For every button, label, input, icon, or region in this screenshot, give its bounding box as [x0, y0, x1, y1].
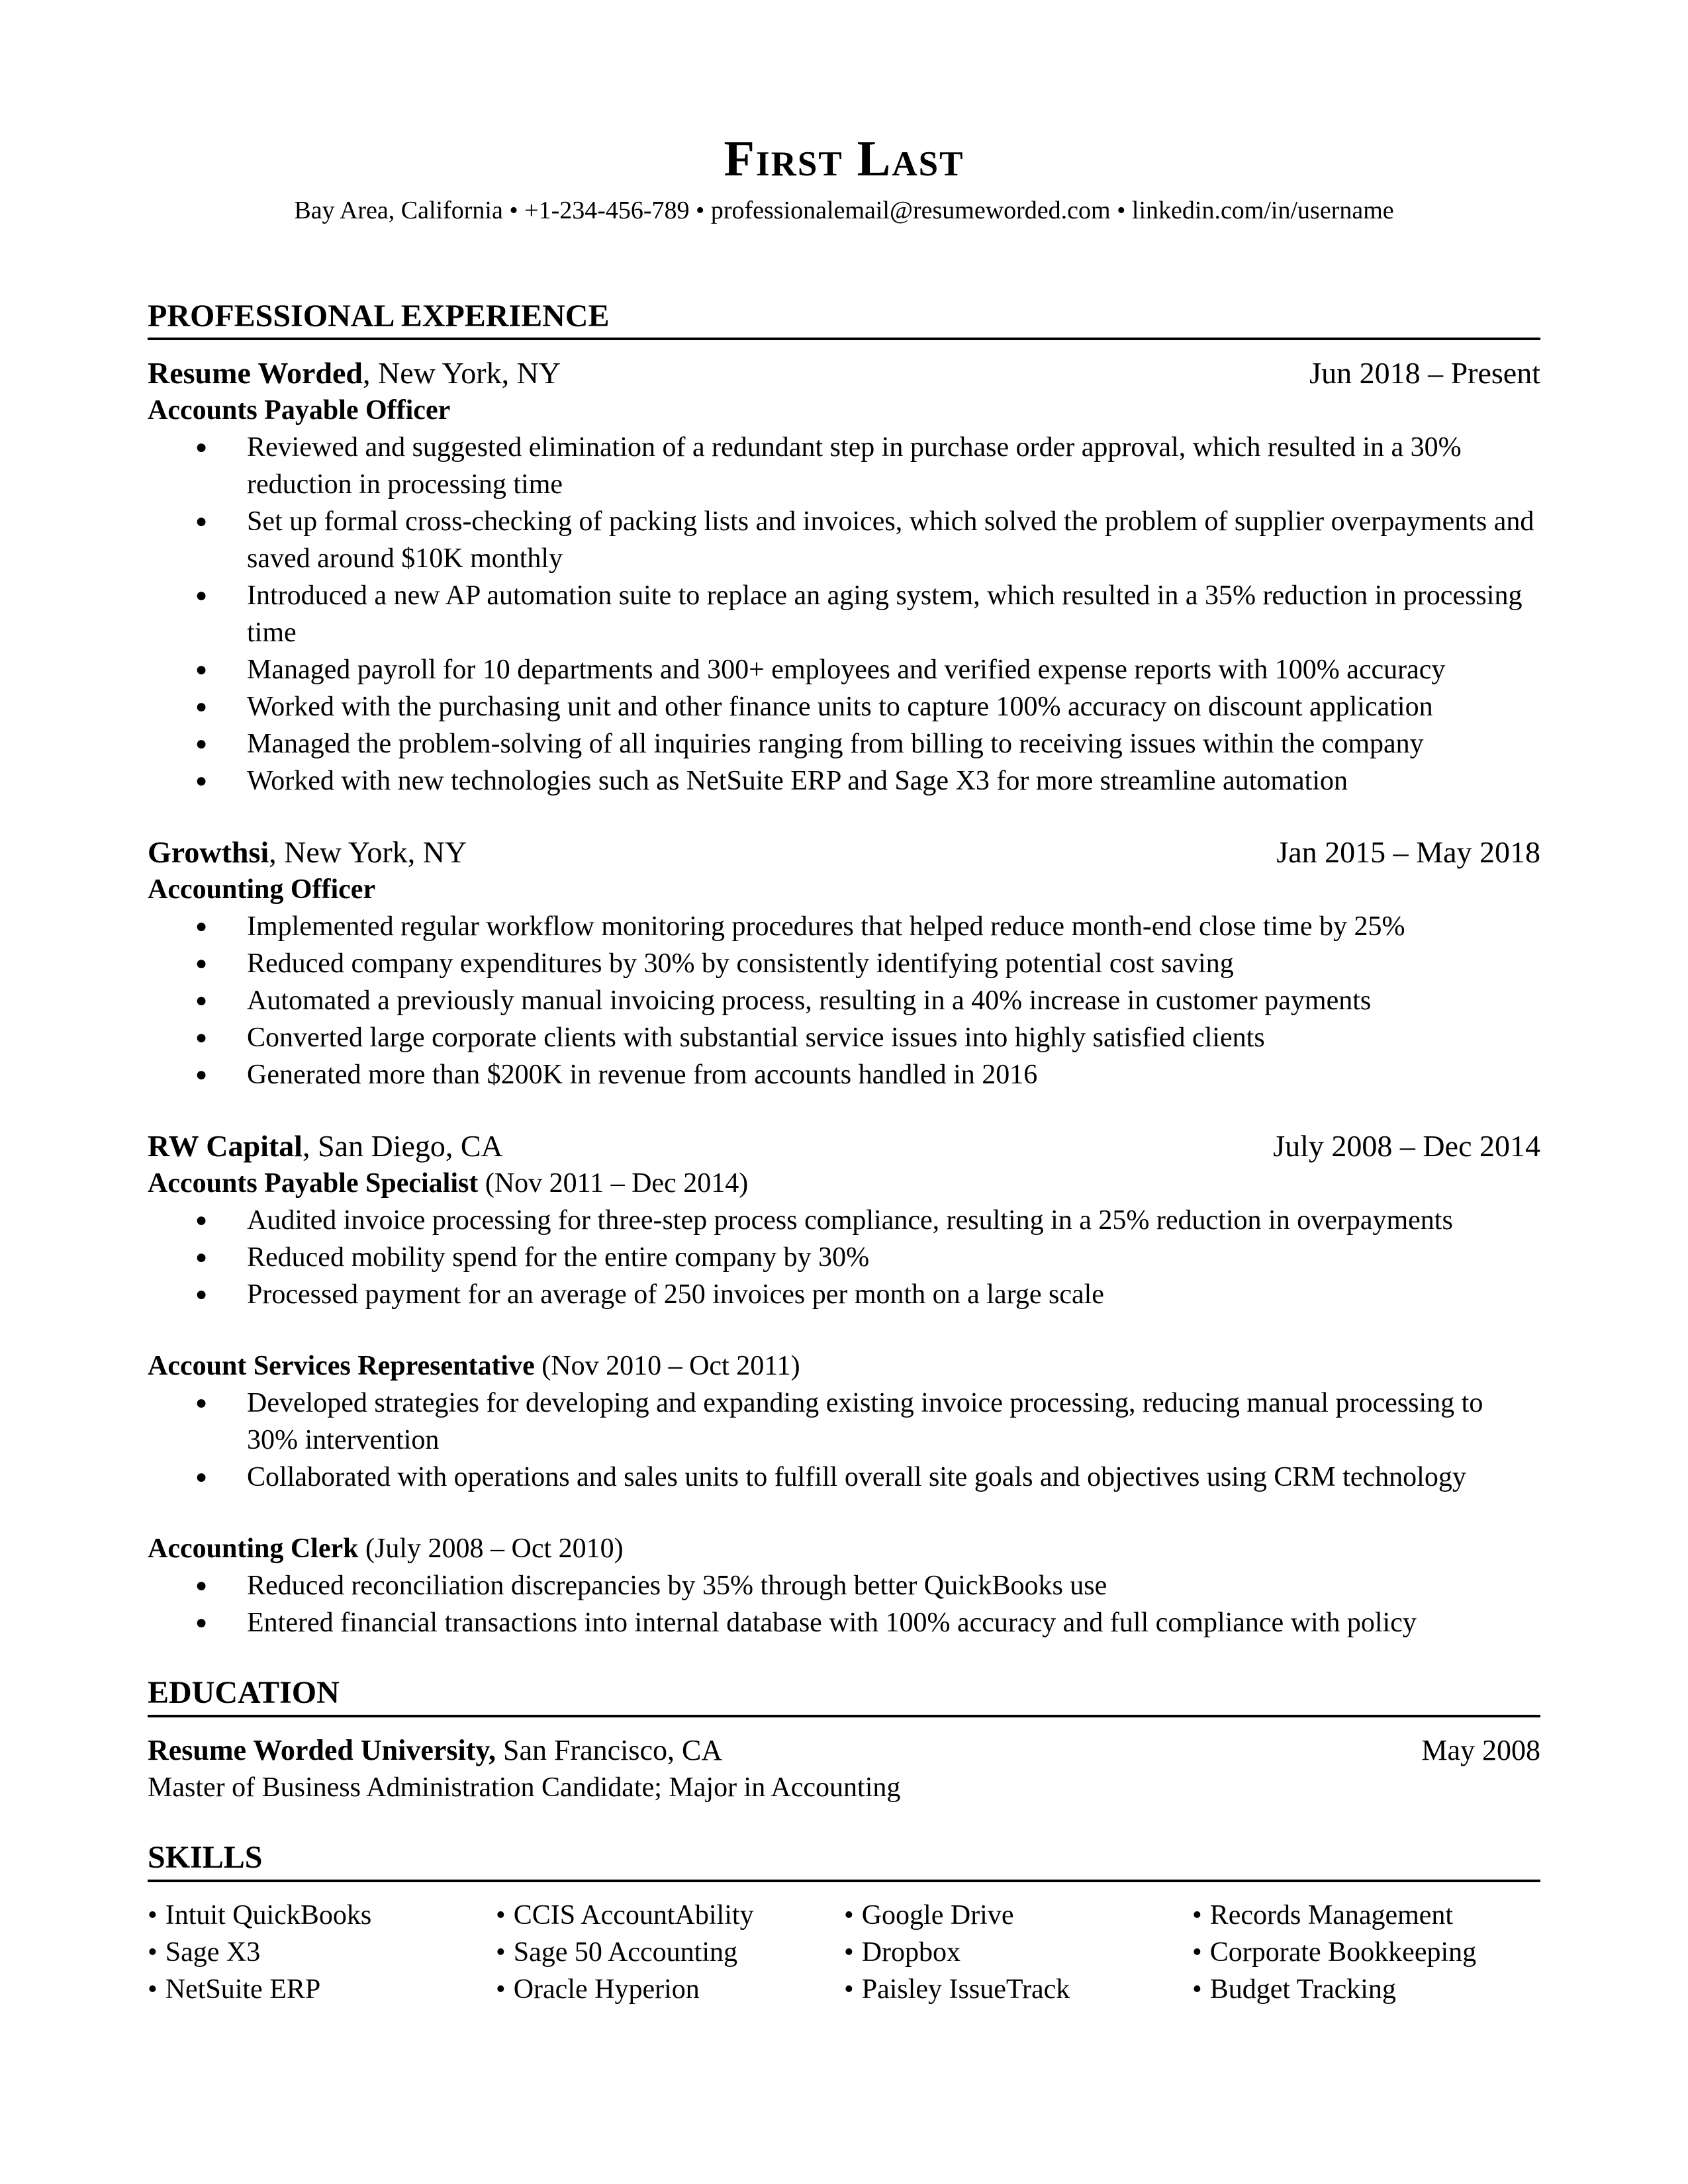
- skill-item: [844, 1934, 1192, 1971]
- company-location: , New York, NY: [269, 835, 467, 870]
- skill-label: Dropbox: [861, 1936, 961, 1968]
- skill-label: NetSuite ERP: [165, 1974, 321, 2005]
- skill-item: [148, 1897, 496, 1934]
- role-title: Account Services Representative: [148, 1351, 535, 1382]
- bullet-icon: •: [844, 1899, 854, 1931]
- bullet-item: ● Worked with new technologies such as NetSuite ERP and Sage X3 for more streamline automation: [247, 762, 1540, 799]
- role-line: [148, 1530, 1540, 1567]
- school-name: Resume Worded University,: [148, 1734, 496, 1767]
- company-location: , New York, NY: [363, 356, 561, 390]
- bullet-item: ● Reduced company expenditures by 30% by consistently identifying potential cost saving: [247, 945, 1540, 982]
- skill-item: [496, 1971, 844, 2008]
- experience-section: [148, 299, 1540, 1642]
- bullet-icon: •: [148, 1974, 158, 2005]
- skill-item: [844, 1897, 1192, 1934]
- skill-item: [496, 1897, 844, 1934]
- skill-label: Oracle Hyperion: [513, 1974, 700, 2005]
- job-header: [148, 834, 1540, 871]
- job-entry: [148, 834, 1540, 1093]
- bullet-icon: •: [844, 1936, 854, 1968]
- skill-label: Google Drive: [861, 1899, 1014, 1931]
- bullet-item: ● Converted large corporate clients with substantial service issues into highly satisfied clients: [247, 1019, 1540, 1056]
- skill-item: [844, 1971, 1192, 2008]
- role-period: (Nov 2010 – Oct 2011): [534, 1351, 800, 1382]
- company-name: Growthsi: [148, 835, 269, 870]
- job-company-line: [148, 834, 467, 871]
- skill-label: Paisley IssueTrack: [861, 1974, 1070, 2005]
- contact-line: Bay Area, California • +1-234-456-789 • professionalemail@resumeworded.com • linkedin.com/in/username: [294, 197, 1394, 224]
- skills-column: [844, 1897, 1192, 2008]
- bullet-item: ● Collaborated with operations and sales units to fulfill overall site goals and objectives using CRM technology: [247, 1459, 1540, 1496]
- section-title-skills: SKILLS: [148, 1841, 1540, 1882]
- bullet-list: [148, 908, 1540, 1093]
- candidate-name: First Last: [724, 131, 964, 187]
- bullet-icon: •: [844, 1974, 854, 2005]
- bullet-item: ● Generated more than $200K in revenue from accounts handled in 2016: [247, 1056, 1540, 1093]
- bullet-item: ● Reduced reconciliation discrepancies by 35% through better QuickBooks use: [247, 1567, 1540, 1604]
- bullet-item: ● Entered financial transactions into internal database with 100% accuracy and full compliance with policy: [247, 1604, 1540, 1641]
- skill-item: [1192, 1971, 1540, 2008]
- degree-line: Master of Business Administration Candidate; Major in Accounting: [148, 1772, 901, 1803]
- bullet-item: ● Automated a previously manual invoicing process, resulting in a 40% increase in customer payments: [247, 982, 1540, 1019]
- skill-label: Corporate Bookkeeping: [1209, 1936, 1477, 1968]
- bullet-icon: •: [496, 1974, 506, 2005]
- job-header: [148, 355, 1540, 392]
- education-header: [148, 1732, 1540, 1769]
- role-title: Accounting Clerk: [148, 1533, 359, 1565]
- skills-column: [148, 1897, 496, 2008]
- bullet-list: [148, 1567, 1540, 1641]
- section-title-experience: PROFESSIONAL EXPERIENCE: [148, 299, 1540, 341]
- company-location: , San Diego, CA: [302, 1129, 503, 1163]
- role-title: Accounts Payable Specialist: [148, 1168, 479, 1199]
- company-name: RW Capital: [148, 1129, 303, 1163]
- bullet-item: ● Managed the problem-solving of all inquiries ranging from billing to receiving issues within the company: [247, 725, 1540, 762]
- skill-label: Records Management: [1209, 1899, 1454, 1931]
- job-entry: [148, 1128, 1540, 1641]
- skill-item: [496, 1934, 844, 1971]
- role-title: Accounts Payable Officer: [148, 395, 451, 426]
- bullet-icon: •: [1192, 1974, 1202, 2005]
- job-company-line: [148, 1128, 503, 1165]
- role-line: [148, 1347, 1540, 1385]
- skills-column: [1192, 1897, 1540, 2008]
- skill-label: Intuit QuickBooks: [165, 1899, 372, 1931]
- role-line: [148, 1165, 1540, 1202]
- skill-label: Budget Tracking: [1209, 1974, 1396, 2005]
- skill-label: Sage 50 Accounting: [513, 1936, 737, 1968]
- bullet-item: ● Processed payment for an average of 250 invoices per month on a large scale: [247, 1276, 1540, 1313]
- role-period: (July 2008 – Oct 2010): [358, 1533, 624, 1565]
- bullet-item: ● Worked with the purchasing unit and other finance units to capture 100% accuracy on discount application: [247, 688, 1540, 725]
- bullet-item: ● Reduced mobility spend for the entire company by 30%: [247, 1239, 1540, 1276]
- bullet-item: ● Introduced a new AP automation suite to replace an aging system, which resulted in a 35% reduction in processing time: [247, 577, 1540, 651]
- bullet-list: [148, 1202, 1540, 1313]
- job-company-line: [148, 355, 561, 392]
- skills-column: [496, 1897, 844, 2008]
- bullet-icon: •: [148, 1936, 158, 1968]
- job-dates: Jan 2015 – May 2018: [1276, 835, 1540, 870]
- graduation-date: May 2008: [1421, 1734, 1540, 1767]
- school-line: [148, 1732, 722, 1769]
- education-section: [148, 1676, 1540, 1806]
- job-dates: Jun 2018 – Present: [1309, 356, 1540, 390]
- role-period: (Nov 2011 – Dec 2014): [478, 1168, 749, 1199]
- skills-section: [148, 1841, 1540, 2008]
- skill-label: CCIS AccountAbility: [513, 1899, 754, 1931]
- skill-item: [1192, 1897, 1540, 1934]
- bullet-icon: •: [496, 1899, 506, 1931]
- bullet-item: ● Reviewed and suggested elimination of a redundant step in purchase order approval, which resulted in a 30% reduction in processing time: [247, 429, 1540, 503]
- bullet-item: ● Managed payroll for 10 departments and 300+ employees and verified expense reports with 100% accuracy: [247, 651, 1540, 688]
- bullet-list: [148, 1385, 1540, 1496]
- skill-item: [1192, 1934, 1540, 1971]
- bullet-item: ● Developed strategies for developing and expanding existing invoice processing, reducing manual processing to 30% intervention: [247, 1385, 1540, 1459]
- role-line: [148, 871, 1540, 908]
- skill-label: Sage X3: [165, 1936, 261, 1968]
- job-dates: July 2008 – Dec 2014: [1273, 1129, 1540, 1163]
- bullet-icon: •: [1192, 1936, 1202, 1968]
- skills-grid: [148, 1897, 1540, 2008]
- section-title-education: EDUCATION: [148, 1676, 1540, 1717]
- skill-item: [148, 1934, 496, 1971]
- bullet-icon: •: [496, 1936, 506, 1968]
- skill-item: [148, 1971, 496, 2008]
- role-line: [148, 392, 1540, 429]
- role-title: Accounting Officer: [148, 874, 376, 905]
- bullet-icon: •: [148, 1899, 158, 1931]
- bullet-list: [148, 429, 1540, 799]
- school-location: San Francisco, CA: [495, 1734, 723, 1767]
- bullet-item: ● Implemented regular workflow monitoring procedures that helped reduce month-end close time by 25%: [247, 908, 1540, 945]
- job-header: [148, 1128, 1540, 1165]
- bullet-icon: •: [1192, 1899, 1202, 1931]
- company-name: Resume Worded: [148, 356, 363, 390]
- job-entry: [148, 355, 1540, 799]
- bullet-item: ● Set up formal cross-checking of packing lists and invoices, which solved the problem of supplier overpayments and saved around $10K monthly: [247, 503, 1540, 577]
- bullet-item: ● Audited invoice processing for three-step process compliance, resulting in a 25% reduction in overpayments: [247, 1202, 1540, 1239]
